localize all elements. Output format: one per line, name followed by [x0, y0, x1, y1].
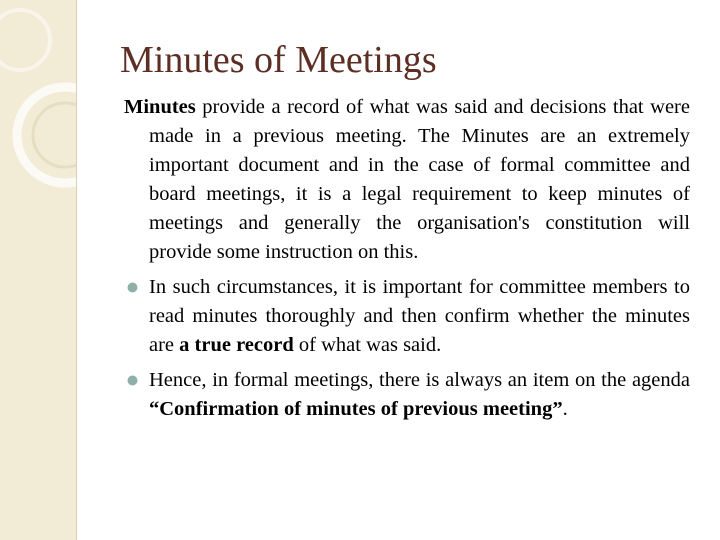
circle-bullet-icon [127, 282, 138, 293]
slide-body [124, 93, 690, 430]
bullet-text-before: In such circumstances, it is important for committee members to read minutes thoroughly and then confirm whether the minutes are [149, 276, 690, 356]
minutes-term: Minutes [124, 96, 196, 118]
decorative-sidebar [0, 0, 77, 540]
bullet-bold-text: a true record [179, 334, 294, 356]
bullet-item-circumstances [124, 273, 690, 360]
decorative-circles-icon [0, 0, 76, 540]
bullet-text-after: of what was said. [293, 334, 442, 356]
bullet-text-before: Hence, in formal meetings, there is always an item on the agenda [149, 369, 690, 391]
intro-text: provide a record of what was said and decisions that were made in a previous meeting. The Minutes are an extremely important document and in the case of formal committee and board meetings, it is a legal requirement to keep minutes of meetings and generally the organisation's constitution will provide some instruction on this. [149, 96, 690, 263]
intro-paragraph [124, 93, 690, 267]
slide-title: Minutes of Meetings [120, 39, 437, 81]
bullet-bold-text: “Confirmation of minutes of previous meeting” [149, 398, 563, 420]
bullet-text-after: . [562, 398, 568, 420]
circle-bullet-icon [127, 375, 138, 386]
bullet-item-agenda [124, 366, 690, 424]
